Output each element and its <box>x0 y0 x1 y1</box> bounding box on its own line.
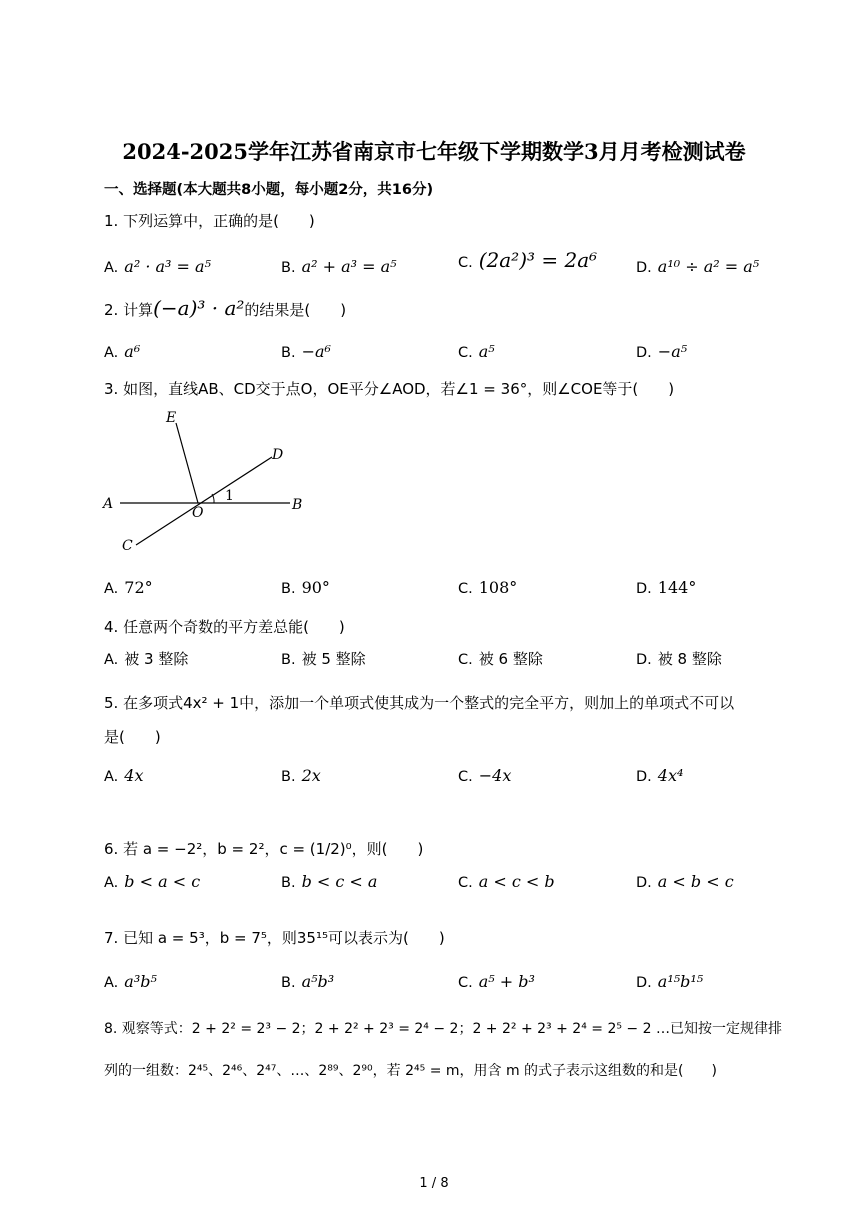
line-cd <box>136 457 272 545</box>
ray-oe <box>176 423 198 503</box>
q7-option-a: A. a³b⁵ <box>104 972 157 991</box>
geometry-figure <box>100 405 320 555</box>
label-o: O <box>192 505 204 521</box>
q6-option-c: C. a < c < b <box>458 872 555 891</box>
q7-option-c: C. a⁵ + b³ <box>458 972 535 991</box>
label-e: E <box>166 410 177 426</box>
q4-option-a: A. 被 3 整除 <box>104 650 189 668</box>
question-4-stem: 4. 任意两个奇数的平方差总能( ) <box>104 618 345 636</box>
page-number: 1 / 8 <box>419 1176 449 1191</box>
q1-option-d: D. a¹⁰ ÷ a² = a⁵ <box>636 257 760 276</box>
q3-option-b: B. 90° <box>281 578 330 597</box>
page-title: 2024-2025学年江苏省南京市七年级下学期数学3月月考检测试卷 <box>122 139 746 164</box>
q4-option-c: C. 被 6 整除 <box>458 650 543 668</box>
q6-option-a: A. b < a < c <box>104 872 201 891</box>
q5-option-b: B. 2x <box>281 766 321 785</box>
question-6-stem: 6. 若 a = −2²，b = 2²，c = (1/2)⁰，则( ) <box>104 840 424 858</box>
question-8-stem-cont: 列的一组数：2⁴⁵、2⁴⁶、2⁴⁷、…、2⁸⁹、2⁹⁰，若 2⁴⁵ = m，用含 m 的式子表示这组数的和是( ) <box>104 1063 717 1079</box>
q7-option-d: D. a¹⁵b¹⁵ <box>636 972 704 991</box>
q6-option-d: D. a < b < c <box>636 872 734 891</box>
q3-option-c: C. 108° <box>458 578 518 597</box>
label-1: 1 <box>225 488 234 504</box>
question-1-stem: 1. 下列运算中，正确的是( ) <box>104 212 315 230</box>
question-5-stem: 5. 在多项式4x² + 1中，添加一个单项式使其成为一个整式的完全平方，则加上的单项式不可以 <box>104 694 735 712</box>
q5-option-a: A. 4x <box>104 766 144 785</box>
question-2-stem: 2. 计算(−a)³ · a²的结果是( ) <box>104 296 347 320</box>
q7-option-b: B. a⁵b³ <box>281 972 335 991</box>
q5-option-c: C. −4x <box>458 766 512 785</box>
q1-option-c: C. (2a²)³ = 2a⁶ <box>458 248 598 272</box>
q2-option-d: D. −a⁵ <box>636 342 688 361</box>
question-8-stem: 8. 观察等式：2 + 2² = 2³ − 2；2 + 2² + 2³ = 2⁴ − 2；2 + 2² + 2³ + 2⁴ = 2⁵ − 2 …已知按一定规律排 <box>104 1021 782 1037</box>
q3-option-d: D. 144° <box>636 578 697 597</box>
question-3-stem: 3. 如图，直线AB、CD交于点O，OE平分∠AOD，若∠1 = 36°，则∠COE等于( ) <box>104 380 675 398</box>
q1-option-a: A. a² · a³ = a⁵ <box>104 257 211 276</box>
q2-option-a: A. a⁶ <box>104 342 141 361</box>
section-heading: 一、选择题(本大题共8小题，每小题2分，共16分) <box>104 182 434 198</box>
question-5-stem-cont: 是( ) <box>104 728 161 746</box>
label-a: A <box>103 496 114 512</box>
q4-option-d: D. 被 8 整除 <box>636 650 722 668</box>
q3-option-a: A. 72° <box>104 578 153 597</box>
label-c: C <box>122 538 133 554</box>
q5-option-d: D. 4x⁴ <box>636 766 684 785</box>
q6-option-b: B. b < c < a <box>281 872 378 891</box>
label-b: B <box>292 497 303 513</box>
q1-option-b: B. a² + a³ = a⁵ <box>281 257 397 276</box>
question-7-stem: 7. 已知 a = 5³，b = 7⁵，则35¹⁵可以表示为( ) <box>104 929 445 947</box>
q2-option-b: B. −a⁶ <box>281 342 331 361</box>
q2-option-c: C. a⁵ <box>458 342 495 361</box>
q4-option-b: B. 被 5 整除 <box>281 650 366 668</box>
label-d: D <box>272 447 284 463</box>
